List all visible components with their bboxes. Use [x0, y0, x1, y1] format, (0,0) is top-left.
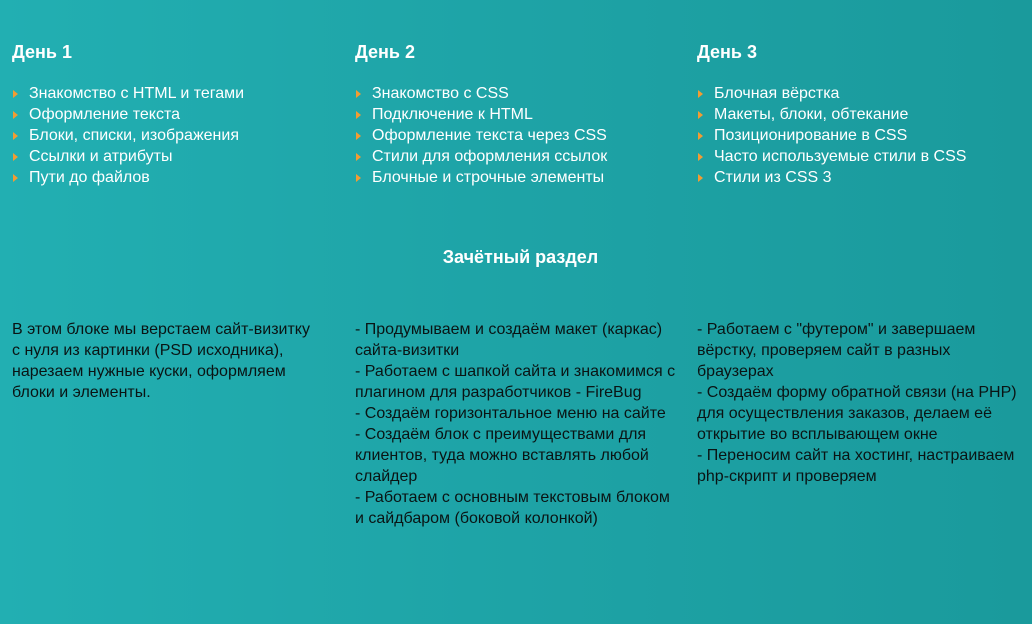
section-title: Зачётный раздел [442, 247, 599, 267]
description-text: - Создаём блок с преимуществами для клиентов, туда можно вставлять любой слайдер [355, 426, 649, 485]
description-block-2 [355, 319, 680, 529]
description-text: - Переносим сайт на хостинг, настраиваем php-скрипт и проверяем [697, 447, 1015, 485]
triangle-bullet-icon [13, 90, 18, 98]
description-text: - Создаём форму обратной связи (на PHP) для осуществления заказов, делаем её открытие во всплывающем окне [697, 384, 1017, 443]
day-title: День 2 [355, 42, 416, 62]
triangle-bullet-icon [13, 132, 18, 140]
topic-label: Знакомство с HTML и тегами [29, 85, 245, 102]
description-text: В этом блоке мы верстаем сайт-визитку с нуля из картинки (PSD исходника), нарезаем нужные куски, оформляем блоки и элементы. [12, 321, 310, 401]
triangle-bullet-icon [356, 111, 361, 119]
triangle-bullet-icon [13, 174, 18, 182]
topic-label: Часто используемые стили в CSS [714, 148, 967, 165]
list-item [697, 125, 966, 146]
triangle-bullet-icon [698, 174, 703, 182]
list-item [355, 83, 607, 104]
list-item [12, 104, 244, 125]
topic-label: Блочные и строчные элементы [372, 169, 605, 186]
triangle-bullet-icon [13, 153, 18, 161]
list-item [697, 167, 966, 188]
description-text: - Продумываем и создаём макет (каркас) сайта-визитки [355, 321, 663, 359]
description-block-1 [12, 319, 317, 403]
list-item [697, 146, 966, 167]
list-item [355, 146, 607, 167]
topic-label: Пути до файлов [29, 169, 150, 186]
triangle-bullet-icon [356, 153, 361, 161]
topic-label: Стили из CSS 3 [714, 169, 832, 186]
triangle-bullet-icon [698, 153, 703, 161]
topic-label: Подключение к HTML [372, 106, 533, 123]
triangle-bullet-icon [356, 174, 361, 182]
topic-list [12, 83, 244, 188]
list-item [12, 167, 244, 188]
triangle-bullet-icon [356, 132, 361, 140]
triangle-bullet-icon [698, 111, 703, 119]
topic-label: Знакомство с CSS [372, 85, 509, 102]
topic-list [355, 83, 607, 188]
topic-label: Блоки, списки, изображения [29, 127, 239, 144]
topic-label: Оформление текста [29, 106, 181, 123]
triangle-bullet-icon [13, 111, 18, 119]
topic-label: Макеты, блоки, обтекание [714, 106, 909, 123]
list-item [697, 104, 966, 125]
description-text: - Создаём горизонтальное меню на сайте [355, 405, 666, 422]
day-1-column [12, 41, 342, 186]
topic-label: Блочная вёрстка [714, 85, 840, 102]
topic-label: Стили для оформления ссылок [372, 148, 608, 165]
description-text: - Работаем с "футером" и завершаем вёрстку, проверяем сайт в разных браузерах [697, 321, 976, 380]
list-item [355, 125, 607, 146]
day-title: День 3 [697, 42, 758, 62]
description-block-3 [697, 319, 1022, 487]
description-text: - Работаем с шапкой сайта и знакомимся с плагином для разработчиков - FireBug [355, 363, 676, 401]
list-item [12, 83, 244, 104]
description-text: - Работаем с основным текстовым блоком и сайдбаром (боковой колонкой) [355, 489, 670, 527]
topic-list [697, 83, 966, 188]
day-2-column [355, 41, 685, 186]
topic-label: Ссылки и атрибуты [29, 148, 173, 165]
triangle-bullet-icon [698, 132, 703, 140]
triangle-bullet-icon [698, 90, 703, 98]
list-item [355, 104, 607, 125]
day-title: День 1 [12, 42, 73, 62]
list-item [12, 146, 244, 167]
list-item [355, 167, 607, 188]
list-item [697, 83, 966, 104]
topic-label: Оформление текста через CSS [372, 127, 607, 144]
day-3-column [697, 41, 1027, 186]
topic-label: Позиционирование в CSS [714, 127, 908, 144]
triangle-bullet-icon [356, 90, 361, 98]
list-item [12, 125, 244, 146]
